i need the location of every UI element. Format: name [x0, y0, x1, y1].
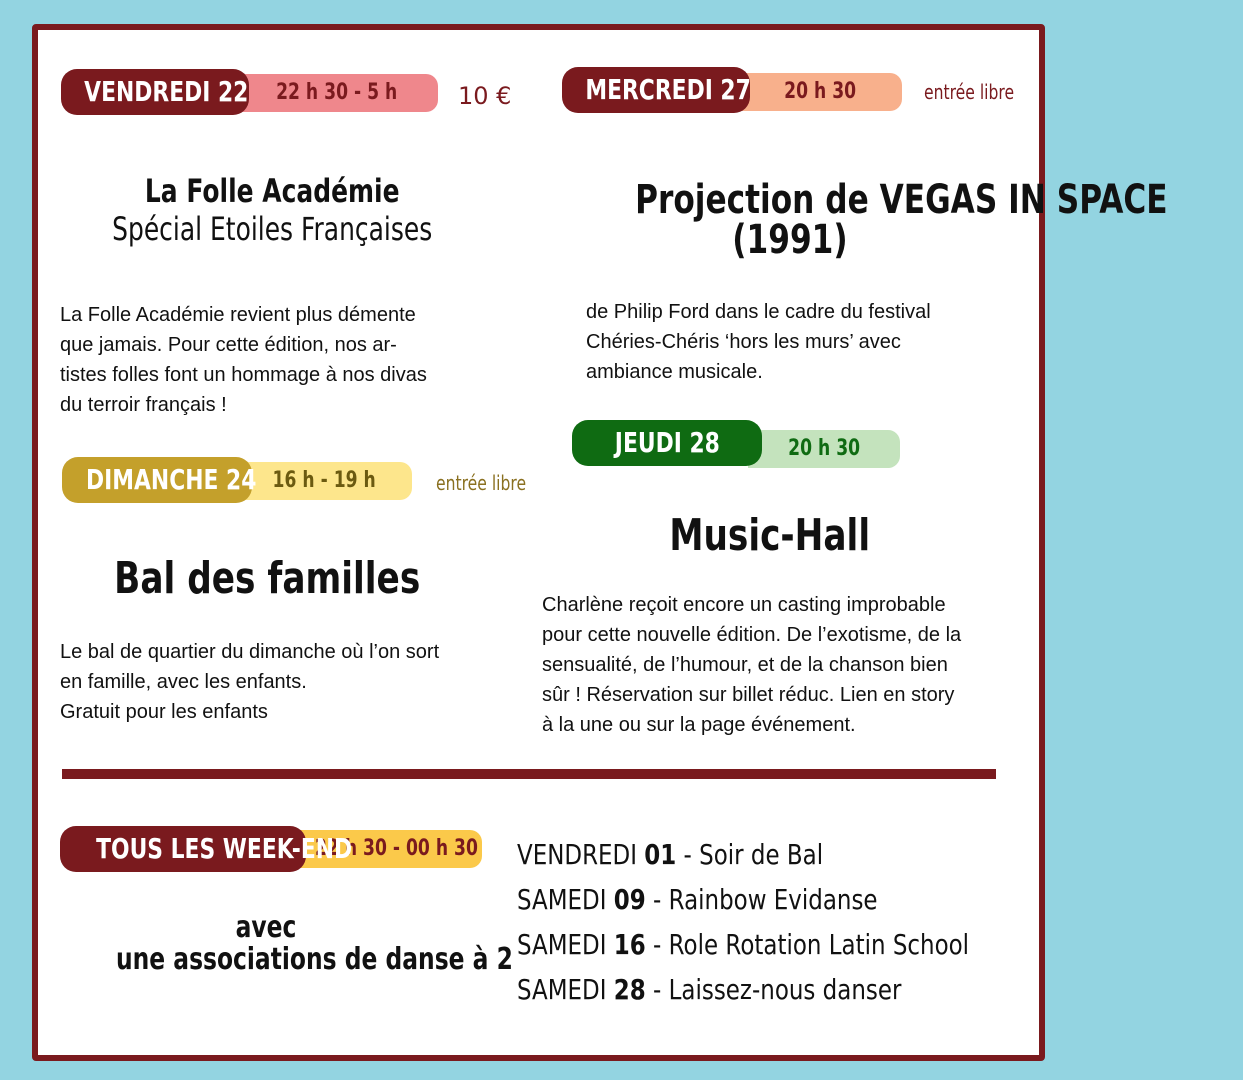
jeudi-description: Charlène reçoit encore un casting improbable pour cette nouvelle édition. De l’exotisme, de la sensualité, de l’humour, et de la chanson bien sûr ! Réservation sur billet réduc. Lien en story à la une ou sur la page événement.	[542, 594, 962, 736]
dimanche-title: Bal des familles	[114, 553, 421, 604]
dimanche-day-pill	[62, 457, 257, 503]
vendredi-price: 10 €	[458, 82, 512, 110]
vendredi-time: 22 h 30 - 5 h	[276, 80, 398, 105]
schedule-row: SAMEDI 09 - Rainbow Evidanse	[517, 883, 878, 916]
jeudi-time: 20 h 30	[788, 436, 860, 461]
mercredi-time: 20 h 30	[784, 79, 856, 104]
vendredi-time-pill	[236, 74, 438, 112]
jeudi-day-pill	[572, 420, 762, 466]
vendredi-day: VENDREDI 22	[84, 75, 249, 108]
mercredi-day-pill	[562, 67, 750, 113]
weekend-day-pill	[60, 826, 353, 872]
vendredi-title: La Folle Académie Spécial Etoiles Françaises	[112, 172, 433, 248]
jeudi-day: JEUDI 28	[614, 426, 720, 459]
dimanche-price: entrée libre	[436, 471, 527, 495]
mercredi-description: de Philip Ford dans le cadre du festival Chéries-Chéris ‘hors les murs’ avec ambiance musicale.	[586, 301, 931, 383]
vendredi-day-pill	[61, 69, 249, 115]
mercredi-price: entrée libre	[924, 80, 1015, 104]
section-divider	[62, 769, 996, 779]
dimanche-time: 16 h - 19 h	[272, 468, 376, 493]
schedule-row: SAMEDI 16 - Role Rotation Latin School	[517, 928, 970, 961]
mercredi-time-pill	[738, 73, 902, 111]
mercredi-title: Projection de VEGAS IN SPACE (1991)	[635, 177, 1168, 263]
schedule-row: VENDREDI 01 - Soir de Bal	[517, 838, 824, 871]
weekend-time: 22 h 30 - 00 h 30	[314, 836, 478, 861]
schedule-row: SAMEDI 28 - Laissez-nous danser	[517, 973, 902, 1006]
weekend-day: TOUS LES WEEK-END	[96, 832, 353, 865]
dimanche-day: DIMANCHE 24	[86, 463, 257, 496]
mercredi-day: MERCREDI 27	[585, 73, 751, 106]
dimanche-description: Le bal de quartier du dimanche où l’on sort en famille, avec les enfants. Gratuit pour les enfants	[60, 641, 440, 723]
jeudi-title: Music-Hall	[669, 510, 871, 561]
vendredi-description: La Folle Académie revient plus démente que jamais. Pour cette édition, nos ar- tistes folles font un hommage à nos divas du terroir français !	[60, 304, 427, 416]
weekend-text: avec une associations de danse à 2	[115, 910, 513, 977]
dimanche-time-pill	[236, 462, 412, 500]
jeudi-time-pill	[748, 430, 900, 468]
